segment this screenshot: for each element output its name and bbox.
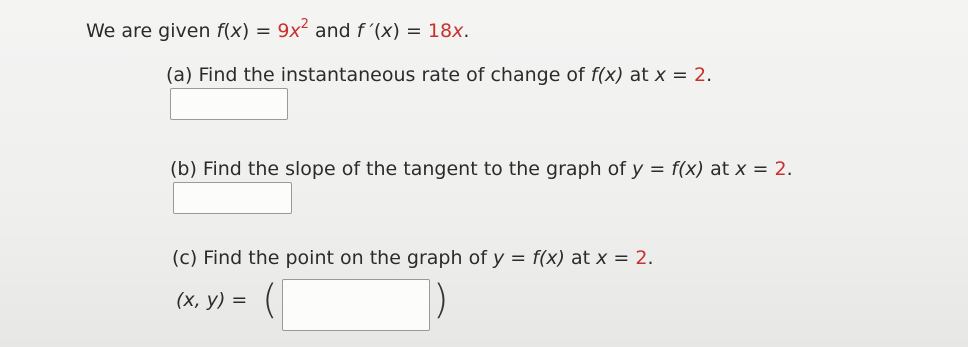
point-label: (x, y) = <box>176 289 248 311</box>
part-b-label: (b) Find the slope of the tangent to the graph of <box>170 158 633 180</box>
part-b-value: 2 <box>774 158 787 180</box>
and-text: and <box>308 20 357 42</box>
close-paren: ) <box>433 277 449 323</box>
part-c-x: x <box>596 247 608 269</box>
open-paren: ( <box>262 277 278 323</box>
x-symbol-2: x <box>381 20 393 42</box>
part-c-value: 2 <box>635 247 648 269</box>
x-symbol: x <box>230 20 242 42</box>
part-b-x: x <box>735 158 747 180</box>
part-a-fx: f(x) <box>590 64 624 86</box>
part-a-eq: = <box>665 64 694 86</box>
part-c-period: . <box>647 247 654 269</box>
part-a-x: x <box>654 64 666 86</box>
part-c-answer-input[interactable] <box>282 279 430 331</box>
part-b-at: at <box>704 158 736 180</box>
part-a-value: 2 <box>693 64 707 86</box>
part-a-answer-input[interactable] <box>170 88 288 120</box>
part-a-label: (a) Find the instantaneous rate of change of <box>166 64 591 86</box>
part-c-question <box>172 249 654 268</box>
part-a-period: . <box>706 64 713 86</box>
f-symbol: f <box>216 20 224 42</box>
part-c-at: at <box>564 247 597 269</box>
part-c-fx: f(x) <box>532 247 565 269</box>
function-variable: x <box>289 20 301 42</box>
equals-2: = <box>399 20 428 42</box>
derivative-variable: x <box>452 20 464 42</box>
equals: = <box>249 20 278 42</box>
problem-statement: We are given $f(x) = 9x^2$ and f ′(x) = 18x. <box>86 17 470 42</box>
part-c-eq2: = <box>607 247 636 269</box>
f-prime-symbol: f ′ <box>356 20 374 42</box>
function-coefficient: 9 <box>277 20 290 42</box>
part-b-eq2: = <box>746 158 775 180</box>
part-b-period: . <box>786 158 793 180</box>
intro-text: We are given <box>86 20 217 42</box>
part-b-question <box>170 160 793 179</box>
period: . <box>463 20 470 42</box>
part-c-y: y <box>492 247 505 269</box>
part-c-eq1: = <box>504 247 533 269</box>
part-a-question <box>166 66 712 85</box>
part-a-at: at <box>623 64 655 86</box>
function-exponent: 2 <box>300 17 309 32</box>
part-b-y: y <box>632 158 644 180</box>
part-b-answer-input[interactable] <box>173 182 292 214</box>
part-c-label: (c) Find the point on the graph of <box>172 247 493 269</box>
part-b-fx: f(x) <box>671 158 705 180</box>
derivative-coefficient: 18 <box>427 20 453 42</box>
part-b-eq1: = <box>643 158 672 180</box>
